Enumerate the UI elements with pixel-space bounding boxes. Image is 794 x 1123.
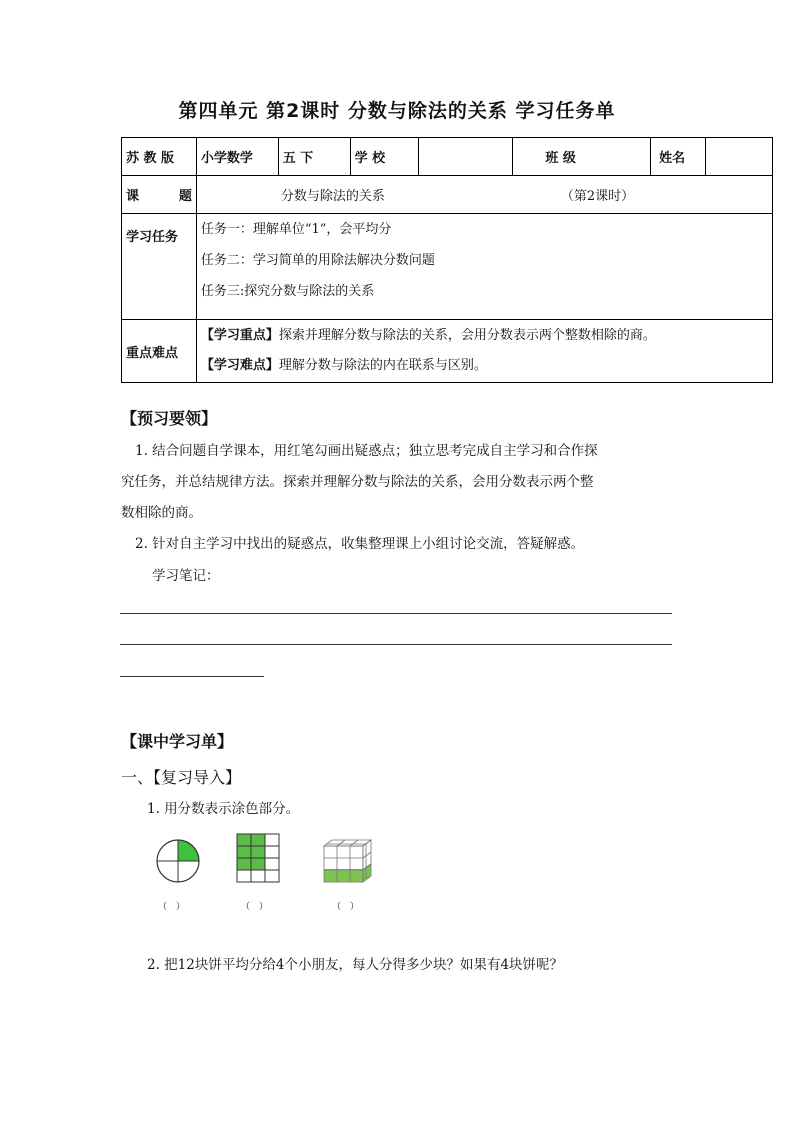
topic-cell — [196, 176, 772, 214]
topic-label: 课 题 — [122, 176, 197, 214]
name-field[interactable] — [706, 138, 773, 176]
topic-text: 分数与除法的关系 — [280, 189, 385, 204]
name-label: 姓名 — [651, 138, 706, 176]
subject-cell: 小学数学 — [196, 138, 278, 176]
answer-blank[interactable]: （ ） — [158, 902, 186, 912]
page-title: 第四单元 第2课时 分数与除法的关系 学习任务单 — [178, 100, 616, 122]
note-line[interactable] — [120, 644, 672, 645]
key-cell — [196, 320, 772, 383]
note-line[interactable] — [120, 613, 672, 614]
session-text: （第2课时） — [560, 189, 635, 204]
grid-fraction-figure — [236, 833, 282, 885]
class-label: 班 级 — [513, 138, 651, 176]
answer-blank[interactable]: （ ） — [241, 902, 269, 912]
circle-fraction-figure — [155, 838, 201, 884]
question-2: 2. 把12块饼平均分给4个小朋友，每人分得多少块？如果有4块饼呢？ — [147, 957, 564, 973]
preview-item1-line2: 究任务，并总结规律方法。探索并理解分数与除法的关系，会用分数表示两个整 — [121, 474, 594, 490]
shaded-layer — [324, 869, 363, 882]
preview-heading: 【预习要领】 — [121, 409, 218, 428]
key-label: 重点难点 — [122, 320, 197, 383]
school-field[interactable] — [419, 138, 513, 176]
preview-item1-line3: 数相除的商。 — [121, 505, 202, 521]
answer-blank[interactable]: （ ） — [332, 902, 360, 912]
edition-label: 苏 教 版 — [122, 138, 197, 176]
task-item: 任务二：学习简单的用除法解决分数问题 — [200, 253, 435, 268]
difficulty-tag: 【学习难点】 — [200, 358, 279, 373]
inclass-heading: 【课中学习单】 — [121, 732, 234, 751]
preview-item2: 2. 针对自主学习中找出的疑惑点，收集整理课上小组讨论交流，答疑解惑。 — [135, 536, 585, 552]
key-point-text: 探索并理解分数与除法的关系，会用分数表示两个整数相除的商。 — [278, 328, 656, 343]
notes-label: 学习笔记： — [152, 568, 220, 584]
task-item: 任务三:探究分数与除法的关系 — [200, 284, 375, 299]
key-point-tag: 【学习重点】 — [200, 328, 279, 343]
question-1: 1. 用分数表示涂色部分。 — [147, 801, 300, 817]
info-table — [121, 137, 773, 383]
tasks-cell — [196, 214, 772, 320]
note-line[interactable] — [120, 676, 264, 677]
cube-fraction-figure — [322, 838, 374, 886]
difficulty-text: 理解分数与除法的内在联系与区别。 — [278, 358, 487, 373]
task-item: 任务一：理解单位“1”，会平均分 — [200, 222, 392, 237]
grade-cell: 五 下 — [278, 138, 350, 176]
tasks-label: 学习任务 — [122, 214, 197, 320]
school-label: 学 校 — [350, 138, 419, 176]
part1-heading: 一、【复习导入】 — [121, 768, 242, 787]
preview-item1-line1: 1. 结合问题自学课本，用红笔勾画出疑惑点；独立思考完成自主学习和合作探 — [135, 443, 598, 459]
